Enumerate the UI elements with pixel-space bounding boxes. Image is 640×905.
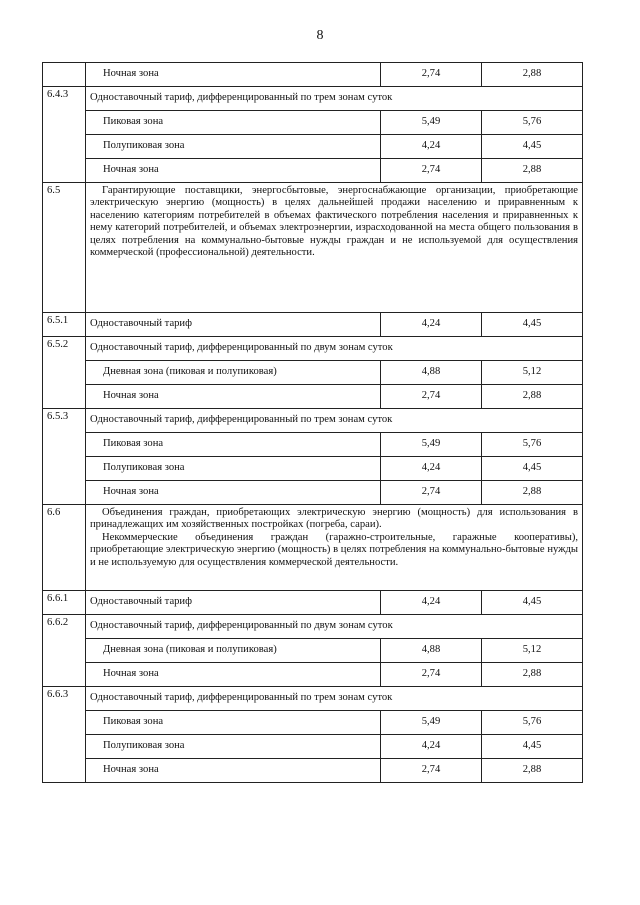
tariff-value-2: 4,45 [482, 457, 583, 481]
tariff-table [42, 62, 583, 783]
tariff-zone-name: Полупиковая зона [86, 135, 381, 159]
tariff-value-1: 4,24 [381, 457, 482, 481]
category-description [86, 505, 583, 591]
row-number: 6.5 [43, 183, 86, 313]
tariff-value-2: 2,88 [482, 159, 583, 183]
tariff-zone-name: Ночная зона [86, 759, 381, 783]
tariff-value-1: 4,24 [381, 313, 482, 337]
tariff-value-2: 5,76 [482, 711, 583, 735]
tariff-zone-name: Ночная зона [86, 481, 381, 505]
table-row [43, 433, 583, 457]
row-number: 6.5.3 [43, 409, 86, 505]
tariff-value-1: 4,88 [381, 361, 482, 385]
tariff-section-title: Одноставочный тариф, дифференцированный по трем зонам суток [86, 409, 583, 433]
table-row [43, 361, 583, 385]
tariff-value-2: 2,88 [482, 663, 583, 687]
table-row [43, 87, 583, 111]
table-row [43, 711, 583, 735]
tariff-value-1: 2,74 [381, 663, 482, 687]
row-number: 6.5.1 [43, 313, 86, 337]
table-row [43, 759, 583, 783]
tariff-value-1: 4,24 [381, 135, 482, 159]
tariff-section-title: Одноставочный тариф, дифференцированный по двум зонам суток [86, 337, 583, 361]
tariff-zone-name: Полупиковая зона [86, 735, 381, 759]
tariff-zone-name: Пиковая зона [86, 711, 381, 735]
tariff-value-2: 5,12 [482, 361, 583, 385]
tariff-zone-name: Ночная зона [86, 159, 381, 183]
page-number: 8 [316, 28, 324, 43]
row-number: 6.6 [43, 505, 86, 591]
table-row [43, 337, 583, 361]
table-row [43, 591, 583, 615]
category-description [86, 183, 583, 313]
row-number: 6.4.3 [43, 87, 86, 183]
tariff-zone-name: Пиковая зона [86, 433, 381, 457]
tariff-value-1: 2,74 [381, 481, 482, 505]
tariff-value-2: 2,88 [482, 385, 583, 409]
tariff-zone-name: Ночная зона [86, 385, 381, 409]
table-row [43, 457, 583, 481]
tariff-zone-name: Ночная зона [86, 663, 381, 687]
tariff-value-2: 2,88 [482, 759, 583, 783]
table-row [43, 615, 583, 639]
row-number: 6.6.2 [43, 615, 86, 687]
tariff-value-1: 2,74 [381, 63, 482, 87]
tariff-value-1: 5,49 [381, 433, 482, 457]
tariff-value-1: 5,49 [381, 111, 482, 135]
category-description-text: Некоммерческие объединения граждан (гаражно-строительные, гаражные кооперативы), приобретающие электрическую энергию (мощность) в целях потребления на коммунально-бытовые нужды и не используемую для осуществления коммерческой деятельности. [90, 531, 578, 568]
row-number [43, 63, 86, 87]
table-row [43, 63, 583, 87]
tariff-value-2: 2,88 [482, 63, 583, 87]
tariff-value-1: 4,24 [381, 735, 482, 759]
table-row [43, 313, 583, 337]
tariff-section-title: Одноставочный тариф, дифференцированный по двум зонам суток [86, 615, 583, 639]
tariff-value-2: 4,45 [482, 591, 583, 615]
table-row [43, 159, 583, 183]
tariff-zone-name: Пиковая зона [86, 111, 381, 135]
table-row [43, 687, 583, 711]
tariff-value-1: 5,49 [381, 711, 482, 735]
table-row [43, 111, 583, 135]
row-number: 6.6.3 [43, 687, 86, 783]
table-row [43, 481, 583, 505]
tariff-value-1: 2,74 [381, 759, 482, 783]
tariff-section-title: Одноставочный тариф, дифференцированный по трем зонам суток [86, 687, 583, 711]
tariff-value-2: 5,76 [482, 111, 583, 135]
tariff-section-title: Одноставочный тариф, дифференцированный по трем зонам суток [86, 87, 583, 111]
tariff-value-2: 5,12 [482, 639, 583, 663]
category-description-text: Объединения граждан, приобретающих электрическую энергию (мощность) для использования в принадлежащих им хозяйственных постройках (погреба, сараи). [90, 507, 578, 531]
table-row [43, 183, 583, 313]
tariff-value-2: 2,88 [482, 481, 583, 505]
row-number: 6.6.1 [43, 591, 86, 615]
category-description-text: Гарантирующие поставщики, энергосбытовые, энергоснабжающие организации, приобретающие электрическую энергию (мощность) в целях дальнейшей продажи населению и приравненным к населению категориям потребителей в объемах фактического потребления населения и приравненных к нему категорий потребителей, и объемах электроэнергии, израсходованной на места общего пользования в целях потребления на коммунально-бытовые нужды граждан и не используемой для осуществления коммерческой (профессиональной) деятельности. [90, 185, 578, 259]
table-row [43, 663, 583, 687]
tariff-zone-name: Дневная зона (пиковая и полупиковая) [86, 361, 381, 385]
table-row [43, 505, 583, 591]
table-row [43, 409, 583, 433]
tariff-name: Одноставочный тариф [86, 591, 381, 615]
tariff-zone-name: Ночная зона [86, 63, 381, 87]
table-row [43, 639, 583, 663]
tariff-name: Одноставочный тариф [86, 313, 381, 337]
table-row [43, 735, 583, 759]
tariff-value-2: 4,45 [482, 135, 583, 159]
tariff-value-1: 4,24 [381, 591, 482, 615]
tariff-value-2: 4,45 [482, 735, 583, 759]
tariff-value-2: 5,76 [482, 433, 583, 457]
table-row [43, 385, 583, 409]
tariff-zone-name: Полупиковая зона [86, 457, 381, 481]
tariff-value-2: 4,45 [482, 313, 583, 337]
tariff-value-1: 2,74 [381, 385, 482, 409]
tariff-zone-name: Дневная зона (пиковая и полупиковая) [86, 639, 381, 663]
row-number: 6.5.2 [43, 337, 86, 409]
tariff-value-1: 4,88 [381, 639, 482, 663]
tariff-value-1: 2,74 [381, 159, 482, 183]
table-row [43, 135, 583, 159]
